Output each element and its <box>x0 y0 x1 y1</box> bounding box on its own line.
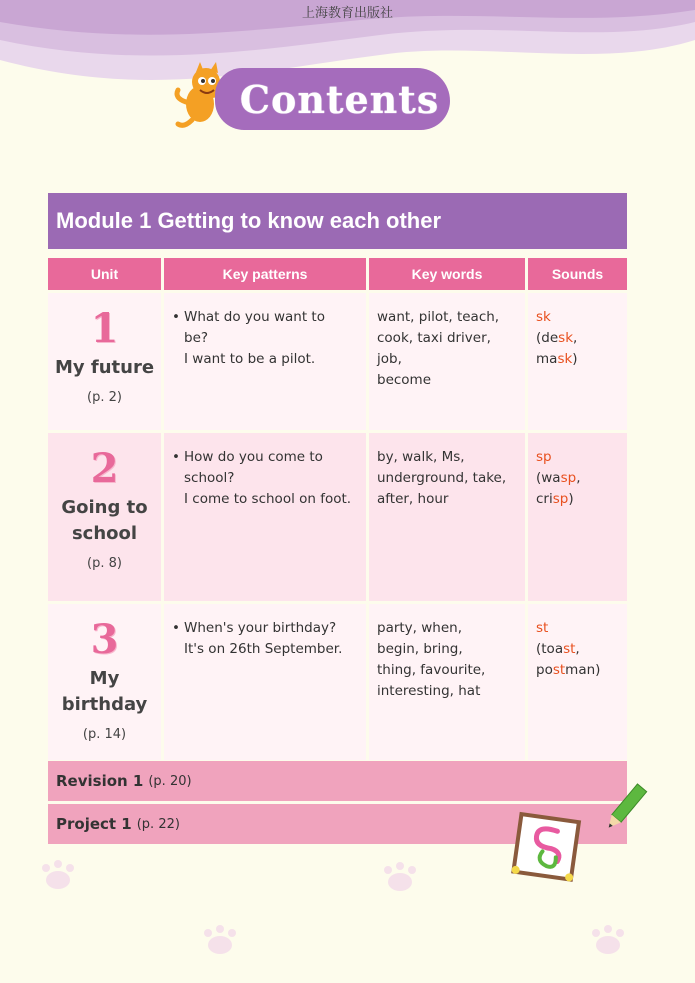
publisher-name: 上海教育出版社 <box>301 6 393 21</box>
revision-page: (p. 20) <box>148 773 192 789</box>
pattern-text: be? <box>184 330 209 346</box>
pattern-text: • What do you want to <box>172 307 360 328</box>
unit-page: (p. 8) <box>87 556 122 571</box>
unit-cell <box>48 293 161 430</box>
words-text: after, hour <box>377 491 449 507</box>
sound-examples: (wasp, crisp) <box>536 470 581 507</box>
words-text: cook, taxi driver, job, <box>377 330 491 367</box>
sound-examples: (desk, mask) <box>536 330 578 367</box>
pattern-text: It's on 26th September. <box>184 641 343 657</box>
project-page: (p. 22) <box>136 816 180 832</box>
pattern-text: • When's your birthday? <box>172 618 360 639</box>
sound-key: sk <box>536 309 551 325</box>
words-text: thing, favourite, <box>377 662 486 678</box>
words-text: party, when, <box>377 620 463 636</box>
sound-key: st <box>536 620 549 636</box>
contents-banner <box>215 68 450 130</box>
paw-print-icon <box>38 860 78 892</box>
words-text: by, walk, Ms, <box>377 449 465 465</box>
module-title: Module 1 Getting to know each other <box>48 193 627 249</box>
sounds-cell <box>528 293 627 430</box>
key-patterns-cell <box>164 433 366 601</box>
unit-number: 3 <box>90 616 119 663</box>
revision-strip <box>48 761 627 801</box>
words-text: become <box>377 372 432 388</box>
key-patterns-cell <box>164 293 366 430</box>
words-text: begin, bring, <box>377 641 463 657</box>
column-header-key-words: Key words <box>369 258 525 290</box>
sound-examples: (toast, <box>536 641 580 657</box>
pattern-text: school? <box>184 470 235 486</box>
unit-title: Going to school <box>61 497 148 544</box>
column-header-unit: Unit <box>48 258 161 290</box>
unit-cell <box>48 604 161 760</box>
unit-page: (p. 14) <box>82 727 127 742</box>
table-row <box>48 604 627 760</box>
column-header-key-patterns: Key patterns <box>164 258 366 290</box>
key-patterns-cell <box>164 604 366 760</box>
table-header-row <box>48 258 627 290</box>
table-row <box>48 293 627 430</box>
paw-print-icon <box>380 862 420 894</box>
project-label: Project 1 <box>56 815 132 833</box>
sound-examples: postman) <box>536 662 601 678</box>
column-header-sounds: Sounds <box>528 258 627 290</box>
pencil-icon <box>604 780 649 835</box>
table-row <box>48 433 627 601</box>
key-words-cell <box>369 293 525 430</box>
paw-print-icon <box>200 925 240 957</box>
unit-title: My future <box>54 357 155 378</box>
contents-title: Contents <box>239 76 440 122</box>
unit-page: (p. 2) <box>87 390 122 405</box>
pattern-text: I want to be a pilot. <box>184 351 316 367</box>
words-text: want, pilot, teach, <box>377 309 500 325</box>
contents-table <box>45 255 630 763</box>
words-text: interesting, hat <box>377 683 481 699</box>
revision-label: Revision 1 <box>56 772 144 790</box>
unit-cell <box>48 433 161 601</box>
pattern-text: • How do you come to <box>172 447 360 468</box>
sounds-cell <box>528 604 627 760</box>
sound-key: sp <box>536 449 552 465</box>
words-text: underground, take, <box>377 470 507 486</box>
pattern-text: I come to school on foot. <box>184 491 352 507</box>
unit-number: 1 <box>90 305 119 352</box>
key-words-cell <box>369 433 525 601</box>
key-words-cell <box>369 604 525 760</box>
drawing-card-icon <box>507 808 587 888</box>
sounds-cell <box>528 433 627 601</box>
paw-print-icon <box>588 925 628 957</box>
unit-number: 2 <box>90 445 119 492</box>
unit-title: My birthday <box>61 668 148 715</box>
